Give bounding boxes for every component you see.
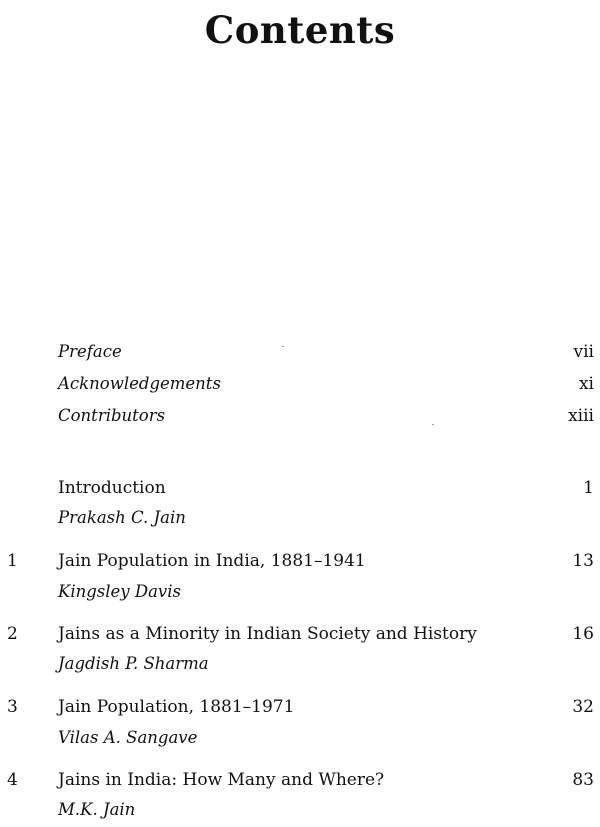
toc-page-number: 1 [583, 478, 594, 498]
toc-page-number: 83 [572, 770, 594, 790]
toc-page-number: xi [578, 374, 594, 394]
toc-entry-label: Acknowledgements [58, 374, 221, 393]
toc-entry-author: M.K. Jain [58, 800, 136, 819]
toc-entry-author: Kingsley Davis [58, 582, 182, 601]
toc-page-number: 32 [572, 697, 594, 717]
toc-page-number: xiii [568, 406, 594, 426]
toc-page-number: vii [573, 342, 594, 362]
toc-entry-title: Jains as a Minority in Indian Society and History [58, 624, 477, 644]
chapter-number: 2 [7, 624, 18, 644]
toc-page-number: 16 [572, 624, 594, 644]
toc-page-number: 13 [572, 551, 594, 571]
chapter-number: 4 [7, 770, 18, 790]
toc-entry-title: Introduction [58, 478, 166, 498]
chapter-number: 1 [7, 551, 18, 571]
toc-entry-title: Jain Population in India, 1881–1941 [58, 551, 366, 571]
toc-entry-label: Preface [58, 342, 122, 361]
toc-entry-title: Jains in India: How Many and Where? [58, 770, 385, 790]
scan-speck [282, 346, 284, 347]
chapter-number: 3 [7, 697, 18, 717]
page-title: Contents [204, 8, 396, 52]
toc-entry-title: Jain Population, 1881–1971 [58, 697, 295, 717]
toc-entry-author: Prakash C. Jain [58, 508, 186, 527]
toc-entry-label: Contributors [58, 406, 166, 425]
scan-speck [432, 424, 434, 425]
toc-entry-author: Vilas A. Sangave [58, 728, 198, 747]
toc-entry-preface[interactable] [58, 342, 594, 361]
toc-entry-contributors[interactable] [58, 406, 594, 425]
toc-entry-author: Jagdish P. Sharma [58, 654, 209, 673]
toc-entry-acknowledgements[interactable] [58, 374, 594, 393]
